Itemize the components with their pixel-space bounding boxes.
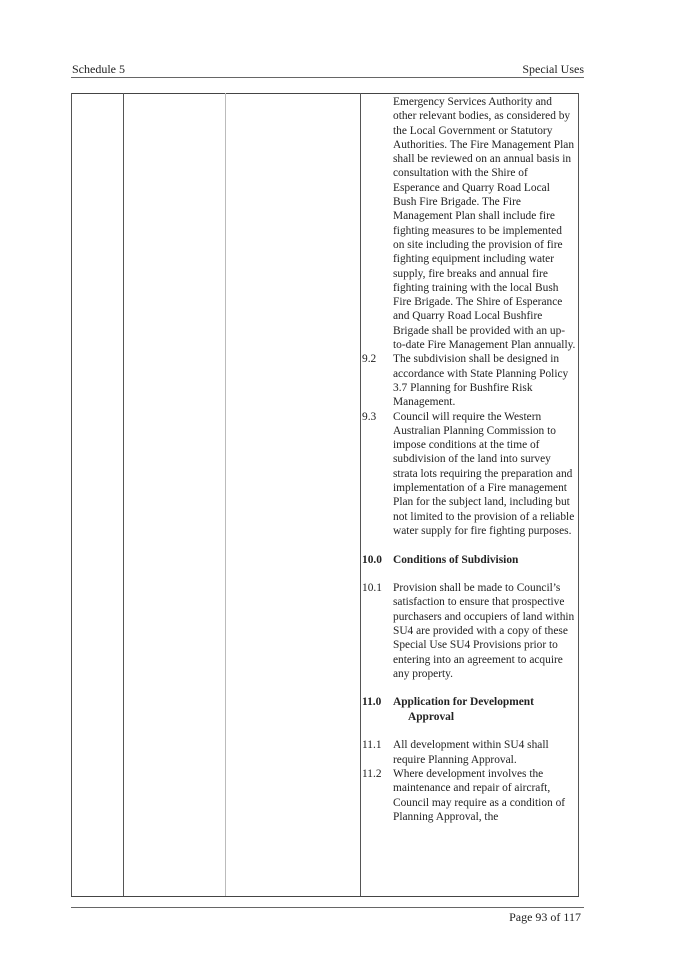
clause-number: 11.1 xyxy=(362,739,382,752)
page-number: Page 93 of 117 xyxy=(509,910,581,924)
clause-number: 10.1 xyxy=(362,582,382,595)
table-border-left xyxy=(71,93,72,896)
clause-number: 11.2 xyxy=(362,767,382,780)
section-heading-10 xyxy=(362,553,576,567)
clause-number: 9.3 xyxy=(362,410,377,423)
continuation-text: Emergency Services Authority and other relevant bodies, as considered by the Local Government or Statutory Authorities. The Fire Management Plan shall be reviewed on an annual basis in consultation with the Shire of Esperance and Quarry Road Local Bush Fire Brigade. The Fire Management Plan shall include fire fighting measures to be implemented on site including the provision of fire fighting equipment including water supply, fire breaks and annual fire fighting training with the local Bush Fire Brigade. The Shire of Esperance and Quarry Road Local Bushfire Brigade shall be provided with an up-to-date Fire Management Plan annually. xyxy=(393,96,576,352)
section-title: Conditions of Subdivision xyxy=(393,553,519,566)
clause-10-1 xyxy=(362,581,576,681)
table-border-right xyxy=(578,93,579,896)
clause-9-2 xyxy=(362,352,576,409)
clause-9-3 xyxy=(362,410,576,539)
table-column-divider xyxy=(225,93,226,896)
section-number: 10.0 xyxy=(362,553,382,566)
clause-text: Where development involves the maintenance and repair of aircraft, Council may require as a condition of Planning Approval, the xyxy=(393,767,566,823)
clause-text: Council will require the Western Australian Planning Commission to impose conditions at the time of subdivision of the land into survey strata lots requiring the preparation and implementation of a Fire management Plan for the subject land, including but not limited to the provision of a reliable water supply for fire fighting purposes. xyxy=(393,410,575,537)
header-schedule: Schedule 5 xyxy=(72,62,125,76)
header-section: Special Uses xyxy=(522,62,584,76)
clause-text: The subdivision shall be designed in accordance with State Planning Policy 3.7 Planning for Bushfire Risk Management. xyxy=(393,353,569,409)
provisions-cell xyxy=(362,95,576,824)
header-rule xyxy=(71,77,584,78)
clause-11-2 xyxy=(362,767,576,824)
section-heading-11 xyxy=(362,695,576,724)
footer-rule xyxy=(71,907,584,908)
clause-number: 9.2 xyxy=(362,353,377,366)
table-column-divider xyxy=(123,93,124,896)
section-title-continued: Approval xyxy=(408,710,454,723)
section-number: 11.0 xyxy=(362,696,382,709)
table-column-divider xyxy=(360,93,361,896)
clause-text: Provision shall be made to Council’s satisfaction to ensure that prospective purchasers and occupiers of land within SU4 are provided with a copy of these Special Use SU4 Provisions prior to entering into an agreement to acquire any property. xyxy=(393,582,575,680)
section-title: Application for Development xyxy=(393,696,534,709)
clause-11-1 xyxy=(362,738,576,767)
clause-text: All development within SU4 shall require Planning Approval. xyxy=(393,739,549,766)
